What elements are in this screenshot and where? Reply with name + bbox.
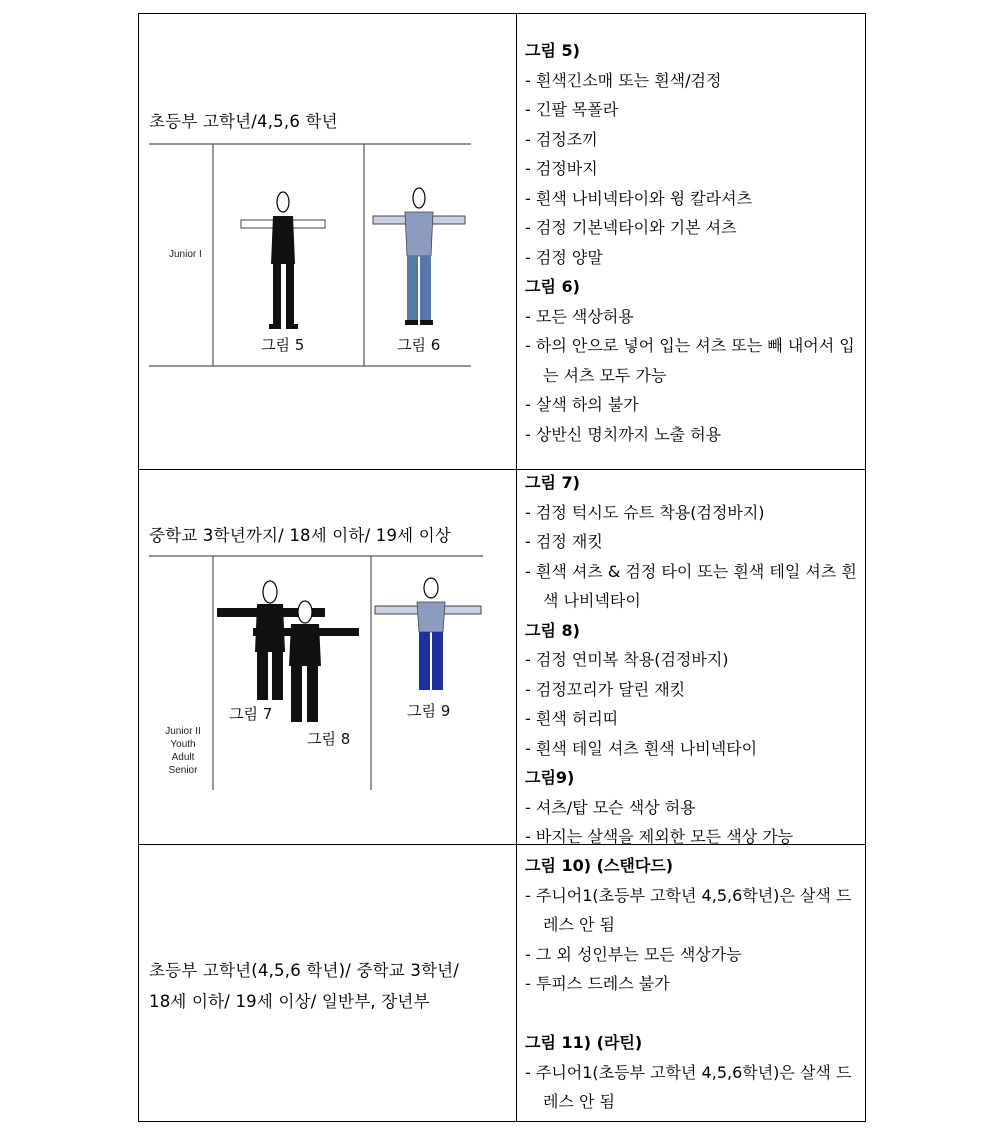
bullet-item: - 주니어1(초등부 고학년 4,5,6학년)은 살색 드레스 안 됨	[525, 1062, 852, 1111]
figure-category-line: Youth	[170, 739, 196, 750]
figure-8-label: 그림 8	[307, 730, 351, 748]
category-cell	[139, 470, 517, 845]
table-row	[139, 845, 866, 1122]
description-cell	[517, 470, 866, 845]
bullet-item: - 검정 양말	[525, 247, 603, 267]
bullet-item: - 검정 재킷	[525, 532, 603, 551]
bullet-item: - 흰색 테일 셔츠 흰색 나비넥타이	[525, 738, 758, 758]
bullet-item: - 셔츠/탑 모슨 색상 허용	[525, 797, 696, 817]
bullet-item: - 흰색 허리띠	[525, 709, 619, 728]
description-list	[525, 851, 857, 1117]
bullet-item: - 흰색 나비넥타이와 윙 칼라셔츠	[525, 188, 753, 208]
category-cell	[139, 845, 517, 1122]
bullet-item: - 검정 연미복 착용(검정바지)	[525, 650, 729, 669]
category-cell	[139, 14, 517, 470]
bullet-item: - 투피스 드레스 불가	[525, 974, 670, 993]
bullet-item: - 하의 안으로 넣어 입는 셔츠 또는 빼 내어서 입는 셔츠 모두 가능	[525, 336, 855, 385]
bullet-item: - 주니어1(초등부 고학년 4,5,6학년)은 살색 드레스 안 됨	[525, 885, 852, 934]
table-row	[139, 470, 866, 845]
bullet-item: - 검정꼬리가 달린 재킷	[525, 679, 686, 699]
figure-junior-1	[149, 142, 473, 368]
figure-category-line: Junior II	[165, 726, 201, 737]
description-cell	[517, 14, 866, 470]
figure-6-illustration	[373, 188, 465, 325]
figure-heading: 그림 6)	[525, 277, 580, 296]
figure-heading: 그림 7)	[525, 473, 580, 492]
category-caption	[149, 955, 459, 1017]
bullet-item: - 살색 하의 불가	[525, 395, 639, 414]
description-cell	[517, 845, 866, 1122]
figure-9-label: 그림 9	[407, 702, 451, 720]
figure-junior-2	[149, 554, 485, 792]
bullet-item: - 모든 색상허용	[525, 306, 634, 326]
category-caption: 중학교 3학년까지/ 18세 이하/ 19세 이상	[149, 526, 452, 545]
description-list	[525, 468, 857, 852]
spacer	[525, 999, 857, 1029]
caption-line: 18세 이하/ 19세 이상/ 일반부, 장년부	[149, 992, 430, 1011]
figure-heading: 그림 11) (라틴)	[525, 1033, 643, 1052]
bullet-item: - 그 외 성인부는 모든 색상가능	[525, 944, 742, 964]
bullet-item: - 상반신 명치까지 노출 허용	[525, 424, 722, 444]
bullet-item: - 검정 턱시도 슈트 착용(검정바지)	[525, 502, 765, 522]
caption-line: 초등부 고학년(4,5,6 학년)/ 중학교 3학년/	[149, 961, 460, 980]
figure-category-label: Junior I	[169, 249, 202, 260]
figure-heading: 그림 8)	[525, 620, 580, 640]
dress-code-table	[138, 13, 866, 1122]
figure-heading: 그림9)	[525, 768, 575, 787]
figure-category-line: Senior	[168, 765, 198, 776]
figure-category-line: Adult	[171, 752, 195, 763]
bullet-item: - 흰색긴소매 또는 흰색/검정	[525, 70, 722, 90]
bullet-item: - 검정 기본넥타이와 기본 셔츠	[525, 218, 737, 237]
bullet-item: - 검정조끼	[525, 129, 598, 149]
category-caption: 초등부 고학년/4,5,6 학년	[149, 112, 338, 131]
figure-5-label: 그림 5	[261, 336, 305, 354]
bullet-item: - 바지는 살색을 제외한 모든 색상 가능	[525, 827, 794, 846]
figure-9-illustration	[375, 578, 481, 690]
description-list	[525, 36, 857, 449]
table-row	[139, 14, 866, 470]
figure-6-label: 그림 6	[397, 336, 441, 354]
figure-5-illustration	[241, 192, 325, 329]
bullet-item: - 긴팔 목폴라	[525, 100, 619, 119]
bullet-item: - 검정바지	[525, 159, 598, 178]
figure-7-label: 그림 7	[229, 705, 273, 723]
figure-heading: 그림 10) (스탠다드)	[525, 856, 674, 875]
bullet-item: - 흰색 셔츠 & 검정 타이 또는 흰색 테일 셔츠 흰색 나비넥타이	[525, 561, 857, 610]
figure-heading: 그림 5)	[525, 41, 580, 60]
